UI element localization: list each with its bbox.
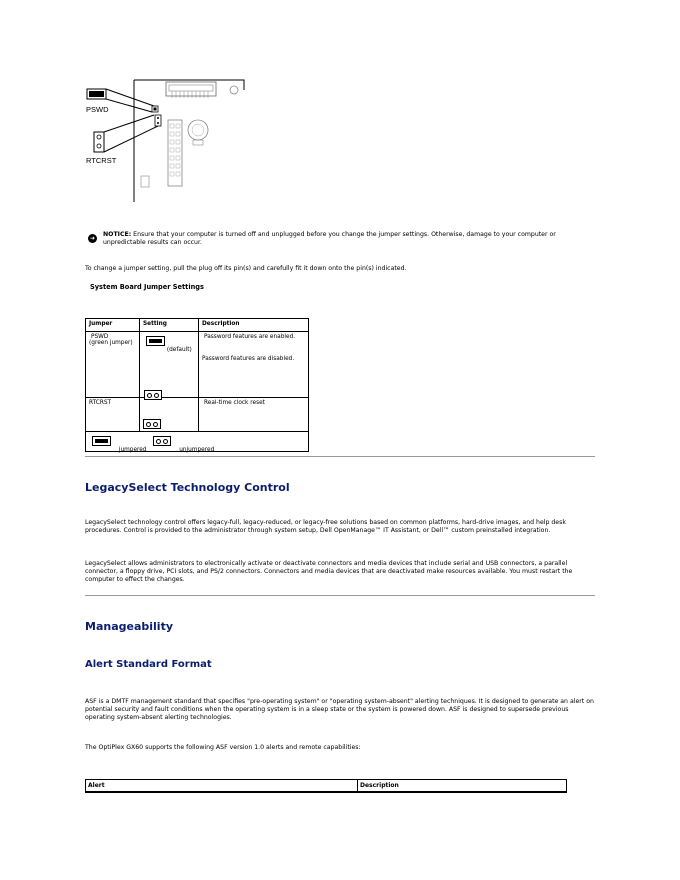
asf-paragraph-1: ASF is a DMTF management standard that specifies "pre-operating system" or "operating system-absent" alerting techniques. It is designed to generate an alert on potential security and fault conditions when the operating system is in a sleep state or the system is powered down. ASF is designed to supersede previous operating system-absent alerting technologies. <box>85 698 594 721</box>
header-setting: Setting <box>140 319 199 332</box>
table-header-row <box>86 319 309 332</box>
pswd-desc-enabled: Password features are enabled. <box>204 334 296 340</box>
unjumpered-icon <box>143 419 161 429</box>
notice-label: NOTICE: <box>103 231 132 238</box>
jumper-location-diagram <box>84 78 254 208</box>
unjumpered-legend-icon <box>153 436 171 446</box>
table-row <box>86 398 309 432</box>
legend-row <box>86 432 309 452</box>
default-label: (default) <box>166 347 192 353</box>
rtcrst-name: RTCRST <box>86 398 140 432</box>
legend-unjumpered: unjumpered <box>179 447 215 453</box>
notice-text: Ensure that your computer is turned off and unplugged before you change the jumper settings. Otherwise, damage to your computer or unpredictable results can occur. <box>103 231 556 246</box>
pswd-desc-disabled: Password features are disabled. <box>202 356 295 362</box>
table-row <box>86 332 309 398</box>
rtcrst-desc: Real-time clock reset <box>199 398 309 432</box>
table-header-row <box>86 780 567 793</box>
header-alert: Alert <box>86 780 358 793</box>
pswd-sub: (green jumper) <box>89 340 133 346</box>
legacyselect-heading: LegacySelect Technology Control <box>85 481 290 494</box>
intro-text: To change a jumper setting, pull the plug off its pin(s) and carefully fit it down onto the pin(s) indicated. <box>85 265 407 272</box>
jumper-settings-table <box>85 318 309 452</box>
asf-paragraph-2: The OptiPlex GX60 supports the following ASF version 1.0 alerts and remote capabilities: <box>85 744 361 751</box>
jumpered-icon <box>146 336 165 346</box>
rtcrst-label: RTCRST <box>86 156 117 165</box>
pswd-name: PSWD <box>91 334 109 340</box>
header-description: Description <box>199 319 309 332</box>
section-divider <box>85 595 595 596</box>
jumper-table-caption: System Board Jumper Settings <box>90 283 204 291</box>
header-description: Description <box>358 780 567 793</box>
manageability-heading: Manageability <box>85 620 173 633</box>
legacyselect-paragraph-1: LegacySelect technology control offers legacy-full, legacy-reduced, or legacy-free solutions based on common platforms, hard-drive images, and help desk procedures. Control is provided to the administrator through system setup, Dell OpenManage™ IT Assistant, or Dell™ custom preinstalled integration. <box>85 519 566 534</box>
legend-jumpered: jumpered <box>118 447 147 453</box>
jumpered-legend-icon <box>92 436 111 446</box>
header-jumper: Jumper <box>86 319 140 332</box>
notice-icon: ➜ <box>89 235 96 242</box>
asf-alert-table <box>85 779 567 793</box>
asf-heading: Alert Standard Format <box>85 659 212 670</box>
legacyselect-paragraph-2: LegacySelect allows administrators to electronically activate or deactivate connectors and media devices that include serial and USB connectors, a parallel connector, a floppy drive, PCI slots, and PS/2 connectors. Connectors and media devices that are deactivated make resources available. You must restart the computer to effect the changes. <box>85 560 573 583</box>
pswd-label: PSWD <box>86 105 109 114</box>
section-divider <box>85 456 595 457</box>
